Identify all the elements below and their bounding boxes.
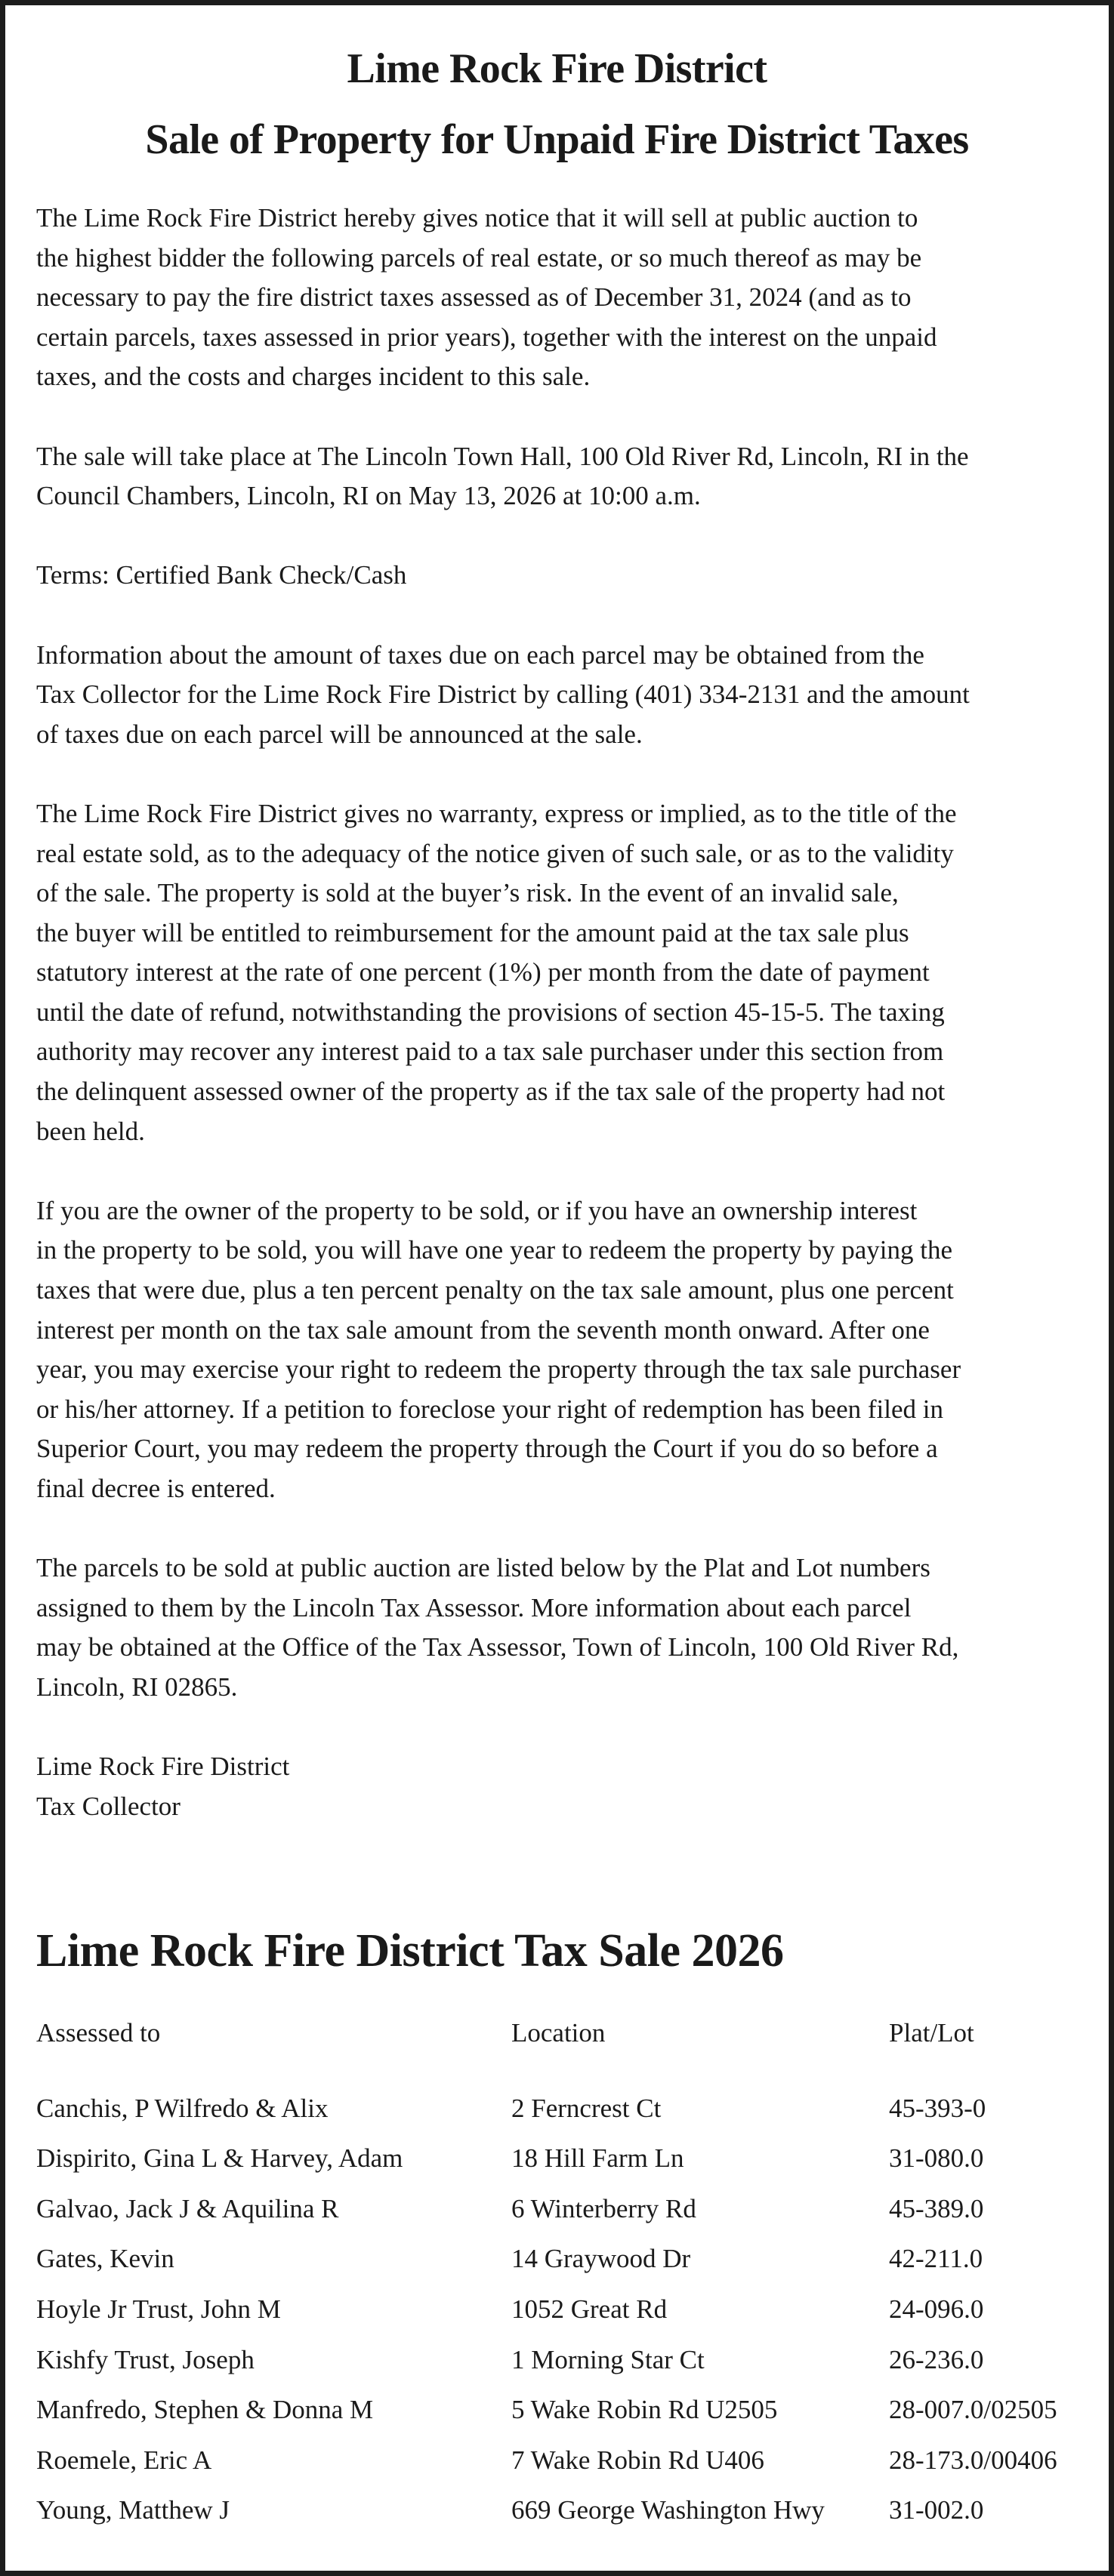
text-line: been held. <box>36 1116 145 1146</box>
table-header-row <box>36 2008 1094 2059</box>
text-line: Council Chambers, Lincoln, RI on May 13, 2026 at 10:00 a.m. <box>36 481 701 511</box>
text-line: Lime Rock Fire District <box>36 1752 290 1782</box>
cell-location: 5 Wake Robin Rd U2505 <box>511 2395 778 2425</box>
cell-assessed-to: Manfredo, Stephen & Donna M <box>36 2395 374 2425</box>
cell-location: 1052 Great Rd <box>511 2294 668 2324</box>
text-line: the delinquent assessed owner of the property as if the tax sale of the property had not <box>36 1077 946 1107</box>
text-line: necessary to pay the fire district taxes assessed as of December 31, 2024 (and as to <box>36 282 912 313</box>
notice-paragraph <box>36 199 1086 397</box>
text-line: in the property to be sold, you will have one year to redeem the property by paying the <box>36 1235 952 1265</box>
text-line: assigned to them by the Lincoln Tax Assessor. More information about each parcel <box>36 1592 912 1622</box>
cell-location: 6 Winterberry Rd <box>511 2193 696 2223</box>
table-row <box>36 2485 1094 2536</box>
notice-paragraph <box>36 1191 1086 1509</box>
cell-plat-lot: 45-389.0 <box>889 2193 984 2223</box>
notice-header <box>0 33 1114 175</box>
cell-plat-lot: 31-002.0 <box>889 2495 984 2525</box>
text-line: authority may recover any interest paid to a tax sale purchaser under this section from <box>36 1037 944 1067</box>
cell-location: 1 Morning Star Ct <box>511 2344 705 2374</box>
text-line: interest per month on the tax sale amount from the seventh month onward. After one <box>36 1314 930 1345</box>
cell-plat-lot: 28-007.0/02505 <box>889 2395 1057 2425</box>
cell-plat-lot: 26-236.0 <box>889 2344 984 2374</box>
text-line: until the date of refund, notwithstanding the provisions of section 45-15-5. The taxing <box>36 997 945 1027</box>
table-row <box>36 2335 1094 2386</box>
table-row <box>36 2436 1094 2486</box>
table-row <box>36 2385 1094 2436</box>
table-title: Lime Rock Fire District Tax Sale 2026 <box>36 1925 784 1977</box>
text-line: The Lime Rock Fire District gives no warranty, express or implied, as to the title of the <box>36 798 957 828</box>
cell-assessed-to: Hoyle Jr Trust, John M <box>36 2294 281 2324</box>
cell-assessed-to: Dispirito, Gina L & Harvey, Adam <box>36 2143 403 2174</box>
text-line: Tax Collector for the Lime Rock Fire District by calling (401) 334-2131 and the amount <box>36 679 970 710</box>
text-line: of taxes due on each parcel will be announced at the sale. <box>36 719 643 749</box>
cell-location: 7 Wake Robin Rd U406 <box>511 2445 764 2475</box>
notice-paragraph <box>36 437 1086 516</box>
notice-paragraph <box>36 636 1086 755</box>
cell-assessed-to: Canchis, P Wilfredo & Alix <box>36 2093 329 2123</box>
cell-assessed-to: Gates, Kevin <box>36 2244 174 2274</box>
text-line: Lincoln, RI 02865. <box>36 1672 238 1702</box>
cell-assessed-to: Galvao, Jack J & Aquilina R <box>36 2193 339 2223</box>
cell-plat-lot: 31-080.0 <box>889 2143 984 2174</box>
cell-location: 2 Ferncrest Ct <box>511 2093 662 2123</box>
notice-paragraph <box>36 794 1086 1151</box>
table-row <box>36 2134 1094 2184</box>
signature-block <box>36 1747 1086 1826</box>
cell-location: 669 George Washington Hwy <box>511 2495 825 2525</box>
cell-plat-lot: 24-096.0 <box>889 2294 984 2324</box>
cell-assessed-to: Kishfy Trust, Joseph <box>36 2344 255 2374</box>
table-row <box>36 2084 1094 2134</box>
text-line: If you are the owner of the property to be sold, or if you have an ownership interest <box>36 1195 918 1225</box>
column-header-plat-lot: Plat/Lot <box>889 2018 974 2048</box>
text-line: Terms: Certified Bank Check/Cash <box>36 560 407 590</box>
text-line: taxes, and the costs and charges incident to this sale. <box>36 362 591 392</box>
column-header-assessed-to: Assessed to <box>36 2018 161 2048</box>
column-header-location: Location <box>511 2018 606 2048</box>
cell-location: 18 Hill Farm Ln <box>511 2143 684 2174</box>
text-line: real estate sold, as to the adequacy of the notice given of such sale, or as to the validity <box>36 838 954 868</box>
text-line: or his/her attorney. If a petition to foreclose your right of redemption has been filed in <box>36 1394 943 1424</box>
table-row <box>36 2184 1094 2235</box>
cell-assessed-to: Roemele, Eric A <box>36 2445 212 2475</box>
text-line: of the sale. The property is sold at the buyer’s risk. In the event of an invalid sale, <box>36 878 899 908</box>
notice-body <box>36 199 1086 1866</box>
cell-plat-lot: 42-211.0 <box>889 2244 983 2274</box>
text-line: statutory interest at the rate of one percent (1%) per month from the date of payment <box>36 957 930 988</box>
cell-plat-lot: 28-173.0/00406 <box>889 2445 1057 2475</box>
cell-assessed-to: Young, Matthew J <box>36 2495 230 2525</box>
text-line: the buyer will be entitled to reimbursement for the amount paid at the tax sale plus <box>36 917 909 948</box>
table-row <box>36 2285 1094 2335</box>
page-title: Lime Rock Fire District <box>347 45 767 92</box>
text-line: The Lime Rock Fire District hereby gives notice that it will sell at public auction to <box>36 203 918 233</box>
text-line: taxes that were due, plus a ten percent penalty on the tax sale amount, plus one percent <box>36 1275 954 1305</box>
notice-paragraph <box>36 1548 1086 1707</box>
text-line: may be obtained at the Office of the Tax Assessor, Town of Lincoln, 100 Old River Rd, <box>36 1632 959 1662</box>
page-subtitle: Sale of Property for Unpaid Fire District Taxes <box>145 116 969 163</box>
text-line: Information about the amount of taxes due on each parcel may be obtained from the <box>36 639 924 670</box>
text-line: Superior Court, you may redeem the property through the Court if you do so before a <box>36 1434 938 1464</box>
text-line: certain parcels, taxes assessed in prior years), together with the interest on the unpaid <box>36 322 937 352</box>
text-line: the highest bidder the following parcels of real estate, or so much thereof as may be <box>36 242 922 273</box>
text-line: final decree is entered. <box>36 1474 276 1503</box>
table-row <box>36 2234 1094 2285</box>
cell-location: 14 Graywood Dr <box>511 2244 691 2274</box>
text-line: The parcels to be sold at public auction are listed below by the Plat and Lot numbers <box>36 1553 930 1583</box>
notice-paragraph <box>36 556 1086 596</box>
text-line: year, you may exercise your right to redeem the property through the tax sale purchaser <box>36 1354 961 1385</box>
text-line: Tax Collector <box>36 1791 181 1821</box>
cell-plat-lot: 45-393-0 <box>889 2093 986 2123</box>
parcel-table <box>36 2008 1094 2536</box>
text-line: The sale will take place at The Lincoln Town Hall, 100 Old River Rd, Lincoln, RI in the <box>36 441 969 471</box>
